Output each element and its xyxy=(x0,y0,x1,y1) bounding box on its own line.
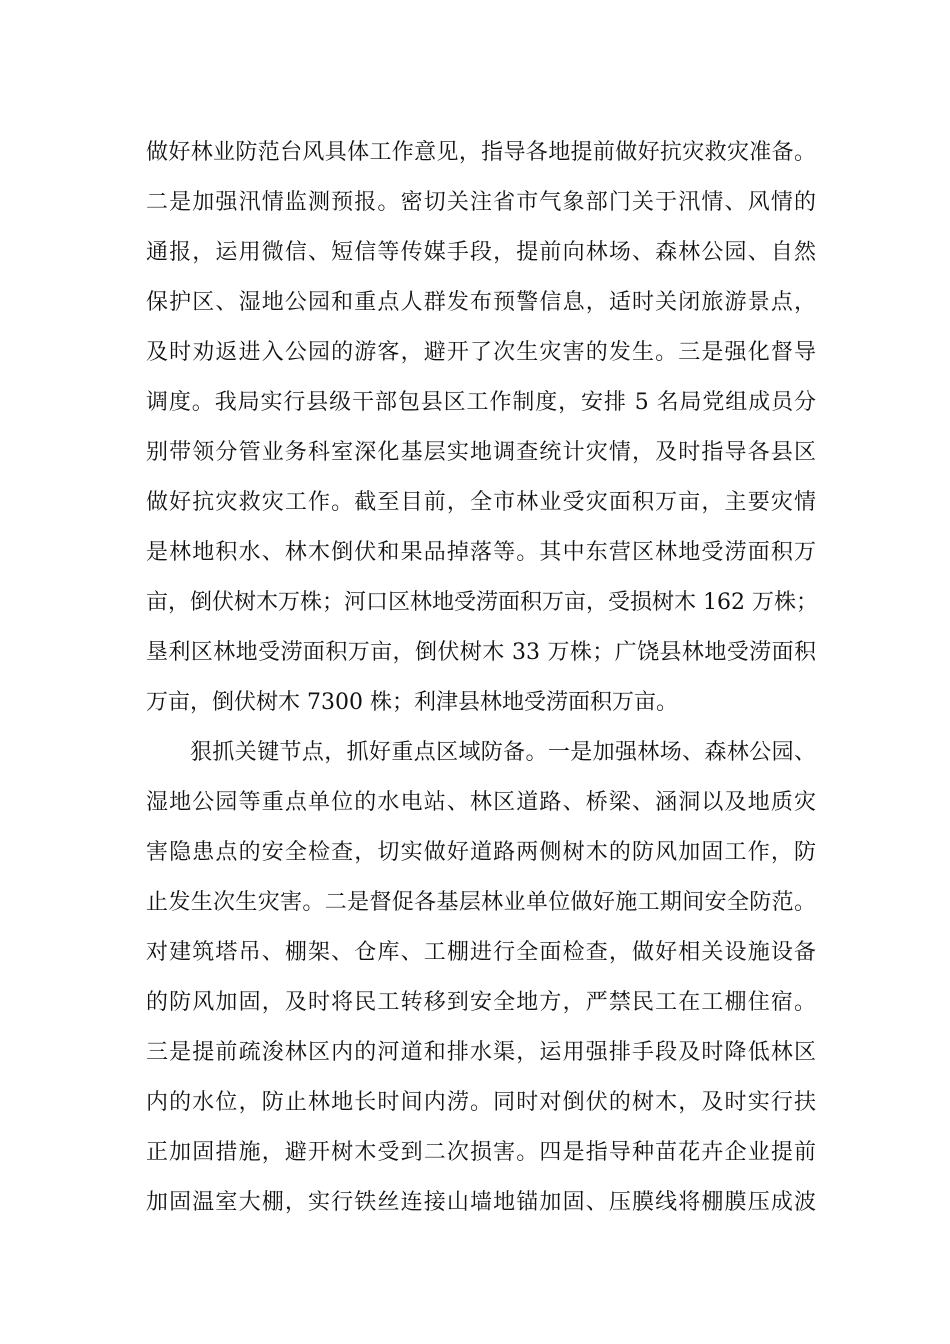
text-line: 通报，运用微信、短信等传媒手段，提前向林场、森林公园、自然 xyxy=(146,240,816,265)
text-line: 对建筑塔吊、棚架、仓库、工棚进行全面检查，做好相关设施设备 xyxy=(146,940,816,965)
paragraph xyxy=(146,728,816,1228)
text-line: 调度。我局实行县级干部包县区工作制度，安排 5 名局党组成员分 xyxy=(146,390,816,415)
text-line: 湿地公园等重点单位的水电站、林区道路、桥梁、涵洞以及地质灾 xyxy=(146,790,816,815)
text-line: 及时劝返进入公园的游客，避开了次生灾害的发生。三是强化督导 xyxy=(146,340,816,365)
text-line: 的防风加固，及时将民工转移到安全地方，严禁民工在工棚住宿。 xyxy=(146,990,816,1015)
document-body xyxy=(146,128,816,1228)
text-line: 保护区、湿地公园和重点人群发布预警信息，适时关闭旅游景点， xyxy=(146,290,816,315)
text-line: 别带领分管业务科室深化基层实地调查统计灾情，及时指导各县区 xyxy=(146,440,816,465)
text-line: 万亩，倒伏树木 7300 株；利津县林地受涝面积万亩。 xyxy=(146,690,678,715)
text-line: 二是加强汛情监测预报。密切关注省市气象部门关于汛情、风情的 xyxy=(146,190,816,215)
text-line: 是林地积水、林木倒伏和果品掉落等。其中东营区林地受涝面积万 xyxy=(146,540,816,565)
text-line: 做好抗灾救灾工作。截至目前，全市林业受灾面积万亩，主要灾情 xyxy=(146,490,816,515)
text-line: 害隐患点的安全检查，切实做好道路两侧树木的防风加固工作，防 xyxy=(146,840,816,865)
paragraph xyxy=(146,128,816,728)
text-line: 垦利区林地受涝面积万亩，倒伏树木 33 万株；广饶县林地受涝面积 xyxy=(146,640,816,665)
text-line: 狠抓关键节点，抓好重点区域防备。一是加强林场、森林公园、 xyxy=(190,740,816,765)
text-line: 加固温室大棚，实行铁丝连接山墙地锚加固、压膜线将棚膜压成波 xyxy=(146,1190,816,1215)
text-line: 做好林业防范台风具体工作意见，指导各地提前做好抗灾救灾准备。 xyxy=(146,140,816,165)
text-line: 正加固措施，避开树木受到二次损害。四是指导种苗花卉企业提前 xyxy=(146,1140,816,1165)
text-line: 亩，倒伏树木万株；河口区林地受涝面积万亩，受损树木 162 万株； xyxy=(146,590,818,615)
text-line: 止发生次生灾害。二是督促各基层林业单位做好施工期间安全防范。 xyxy=(146,890,816,915)
text-line: 三是提前疏浚林区内的河道和排水渠，运用强排手段及时降低林区 xyxy=(146,1040,816,1065)
text-line: 内的水位，防止林地长时间内涝。同时对倒伏的树木，及时实行扶 xyxy=(146,1090,816,1115)
